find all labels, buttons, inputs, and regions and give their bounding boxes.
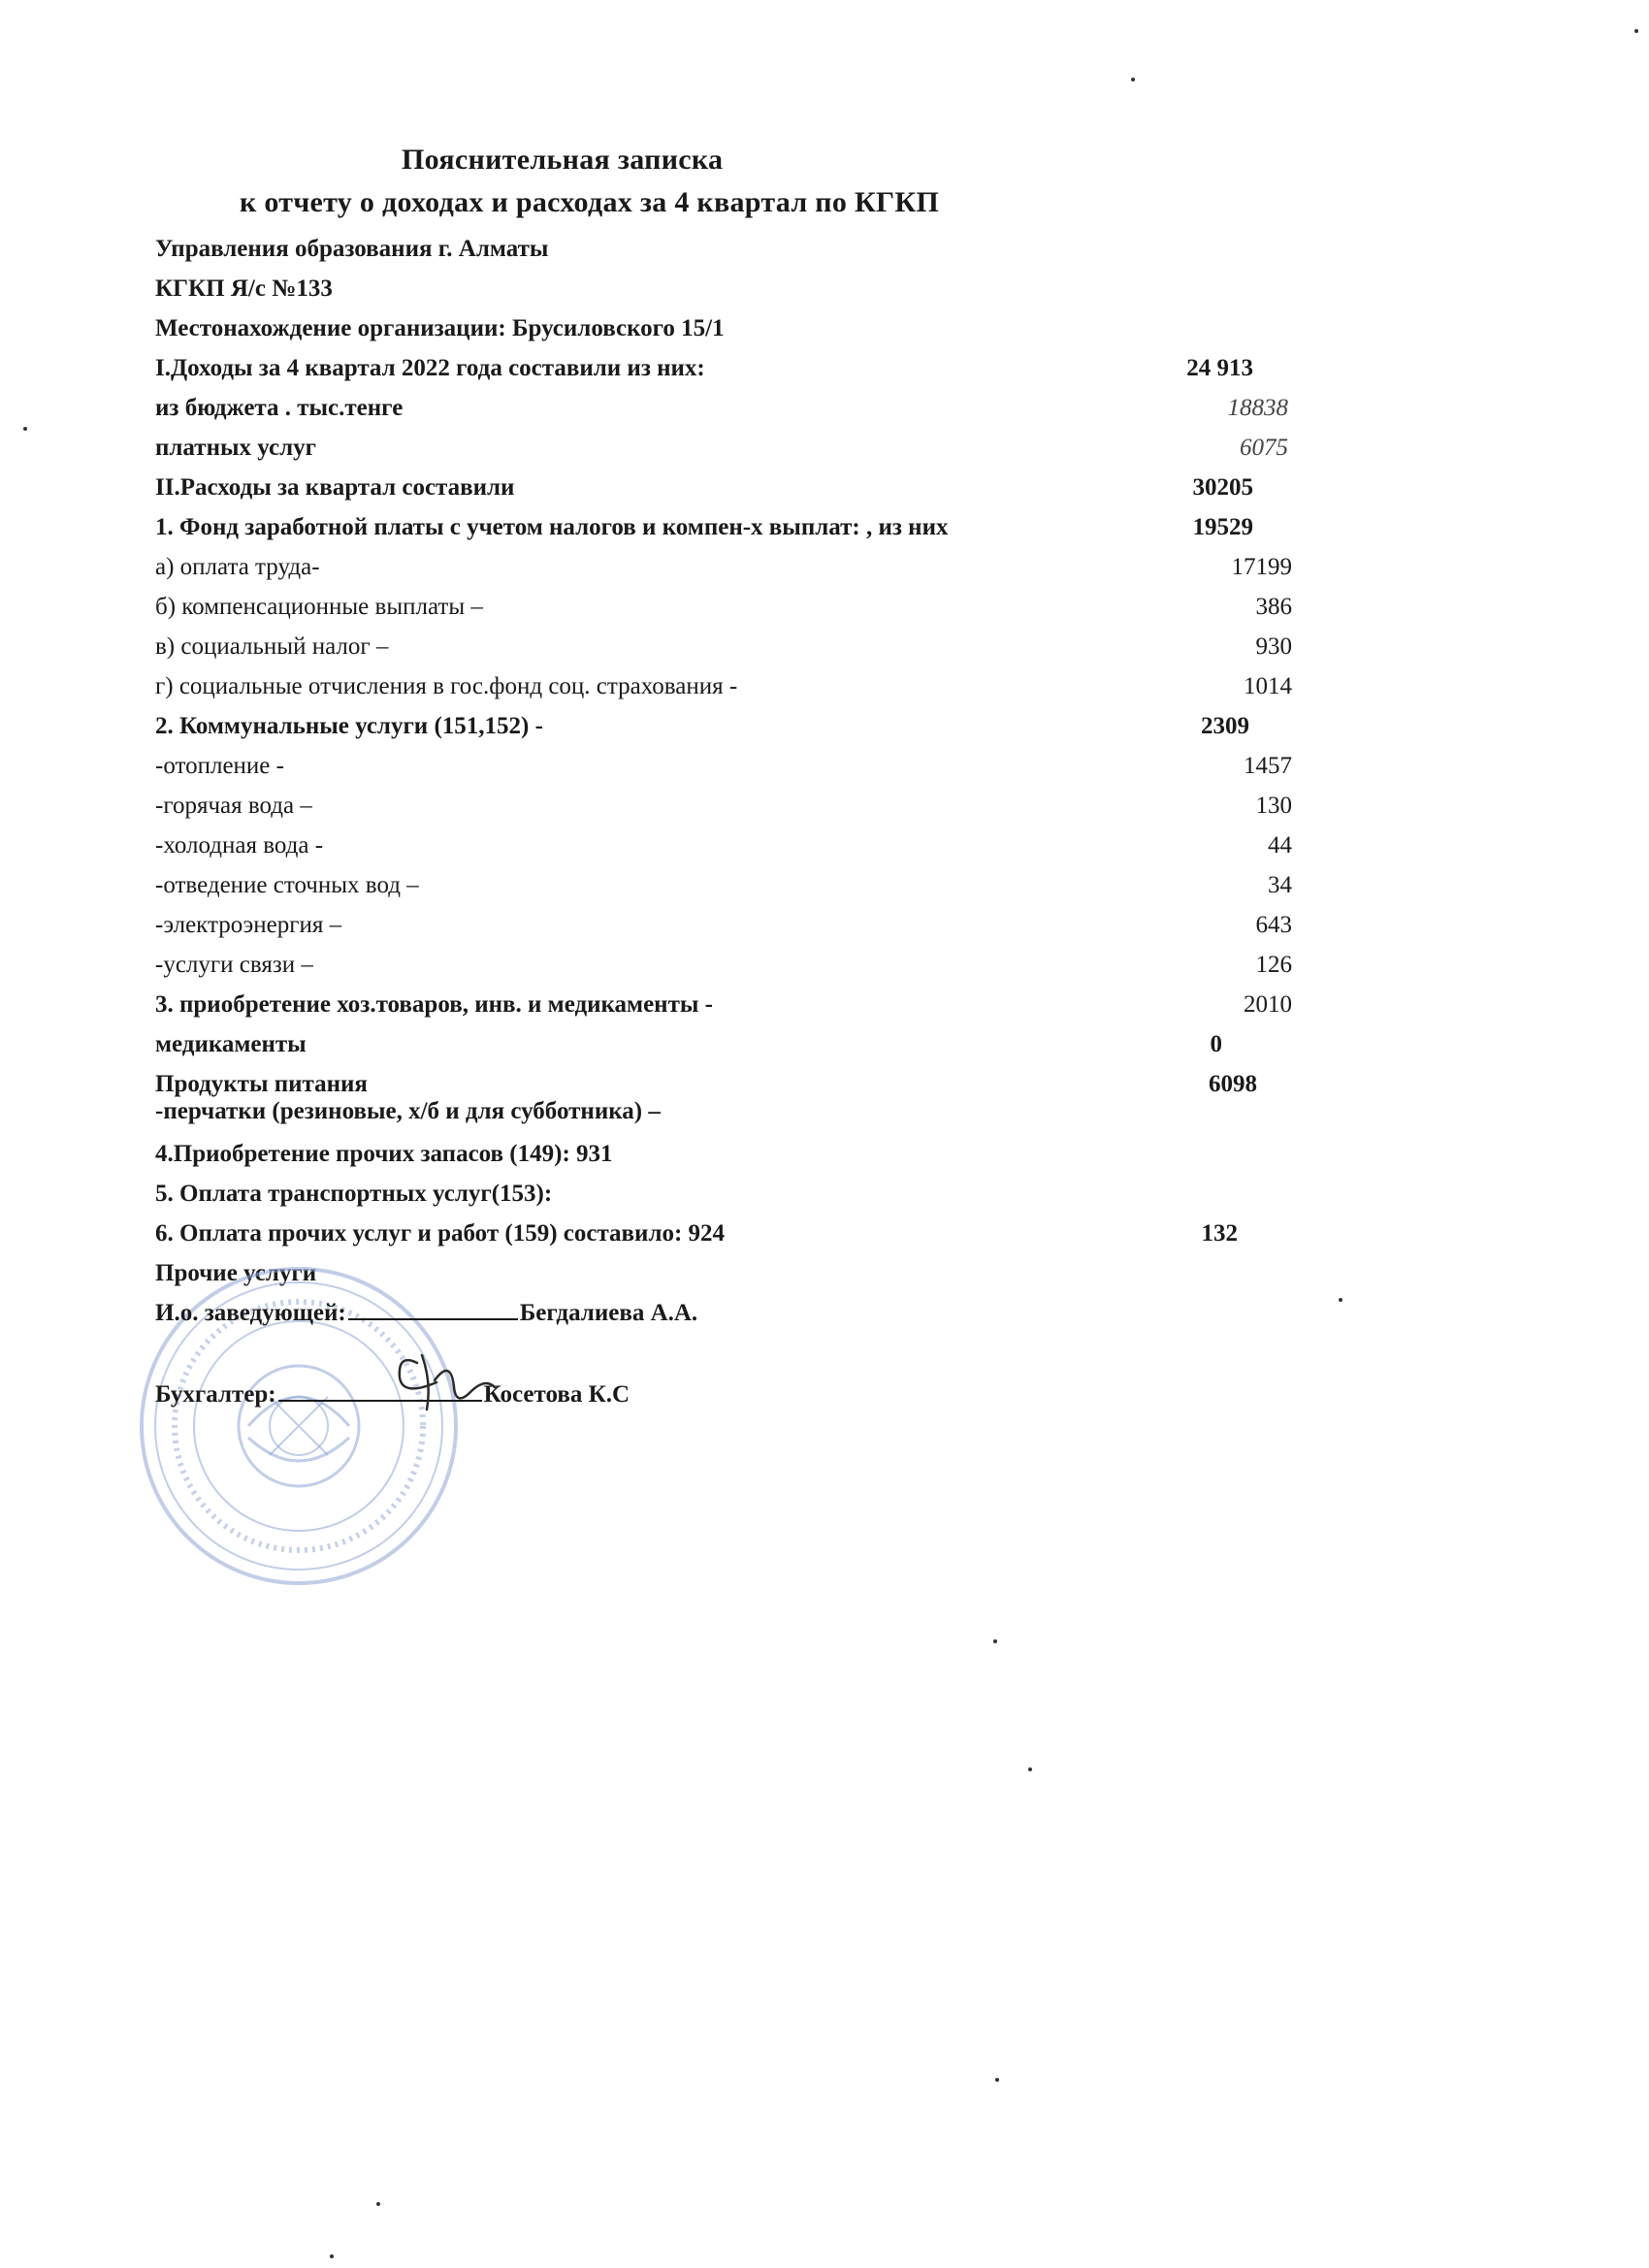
- row-wages-label: а) оплата труда-: [155, 554, 320, 580]
- signature-head-name: Бегдалиева А.А.: [519, 1300, 698, 1326]
- row-social-insurance-value: 1014: [1244, 673, 1292, 699]
- row-sewage-value: 34: [1268, 872, 1292, 898]
- org-department: Управления образования г. Алматы: [155, 236, 549, 262]
- row-transport-label: 5. Оплата транспортных услуг(153):: [155, 1181, 553, 1207]
- row-medicines-label: медикаменты: [155, 1031, 307, 1057]
- row-electricity-label: -электроэнергия –: [155, 912, 342, 938]
- row-income-total-label: I.Доходы за 4 квартал 2022 года составили из них:: [155, 355, 705, 381]
- scan-speck: [993, 1639, 997, 1643]
- row-social-tax-value: 930: [1255, 633, 1292, 660]
- document-title-line2: к отчету о доходах и расходах за 4 квартал по КГКП: [240, 186, 940, 218]
- row-budget-value: 18838: [1227, 395, 1288, 421]
- row-medicines-value: 0: [1210, 1031, 1222, 1057]
- scan-speck: [1028, 1767, 1032, 1771]
- signature-accountant-name: Косетова К.С: [483, 1381, 630, 1408]
- row-household-goods-value: 2010: [1244, 991, 1292, 1018]
- scan-speck: [1131, 78, 1135, 81]
- row-other-services-works-label: 6. Оплата прочих услуг и работ (159) составило: 924: [155, 1220, 726, 1247]
- row-payroll-value: 19529: [1192, 514, 1253, 540]
- row-cold-water-label: -холодная вода -: [155, 832, 324, 859]
- row-gloves-label: -перчатки (резиновые, х/б и для субботника) –: [155, 1098, 661, 1124]
- signature-head-label: И.о. заведующей:: [155, 1300, 346, 1326]
- row-compensation-value: 386: [1255, 594, 1292, 620]
- scan-speck: [330, 2254, 334, 2258]
- signature-accountant-label: Бухгалтер:: [155, 1381, 276, 1408]
- row-paid-services-value: 6075: [1240, 435, 1288, 461]
- row-other-services-label: Прочие услуги: [155, 1260, 317, 1286]
- row-food-value: 6098: [1209, 1071, 1257, 1097]
- row-utilities-value: 2309: [1201, 713, 1249, 739]
- signature-head-line: [348, 1297, 518, 1320]
- row-hot-water-value: 130: [1255, 793, 1292, 819]
- org-location: Местонахождение организации: Брусиловского 15/1: [155, 315, 725, 341]
- scan-speck: [23, 427, 27, 431]
- org-name: КГКП Я/с №133: [155, 275, 333, 302]
- scan-speck: [1339, 1298, 1342, 1302]
- row-payroll-label: 1. Фонд заработной платы с учетом налогов и компен-х выплат: , из них: [155, 514, 949, 540]
- scan-speck: [995, 2078, 999, 2082]
- row-income-total-value: 24 913: [1186, 355, 1253, 381]
- scan-speck: [1634, 29, 1638, 33]
- row-compensation-label: б) компенсационные выплаты –: [155, 594, 483, 620]
- signature-head: [155, 1296, 697, 1331]
- row-sewage-label: -отведение сточных вод –: [155, 872, 419, 898]
- handwritten-signature: [378, 1344, 504, 1421]
- row-expenses-total-value: 30205: [1192, 474, 1253, 501]
- row-utilities-label: 2. Коммунальные услуги (151,152) -: [155, 713, 543, 739]
- row-communications-label: -услуги связи –: [155, 952, 313, 978]
- row-heating-value: 1457: [1244, 753, 1292, 779]
- document-title-line1: Пояснительная записка: [402, 144, 724, 176]
- row-paid-services-label: платных услуг: [155, 435, 316, 461]
- row-household-goods-label: 3. приобретение хоз.товаров, инв. и медикаменты -: [155, 991, 713, 1018]
- row-wages-value: 17199: [1231, 554, 1292, 580]
- row-heating-label: -отопление -: [155, 753, 284, 779]
- row-hot-water-label: -горячая вода –: [155, 793, 312, 819]
- row-social-tax-label: в) социальный налог –: [155, 633, 389, 660]
- row-other-services-works-value: 132: [1201, 1220, 1238, 1247]
- row-electricity-value: 643: [1255, 912, 1292, 938]
- scan-speck: [376, 2202, 380, 2206]
- row-social-insurance-label: г) социальные отчисления в гос.фонд соц. страхования -: [155, 673, 738, 699]
- row-expenses-total-label: II.Расходы за квартал составили: [155, 474, 515, 501]
- row-budget-label: из бюджета . тыс.тенге: [155, 395, 404, 421]
- row-cold-water-value: 44: [1268, 832, 1292, 859]
- row-communications-value: 126: [1255, 952, 1292, 978]
- row-food-label: Продукты питания: [155, 1071, 368, 1097]
- row-other-stocks-label: 4.Приобретение прочих запасов (149): 931: [155, 1141, 613, 1167]
